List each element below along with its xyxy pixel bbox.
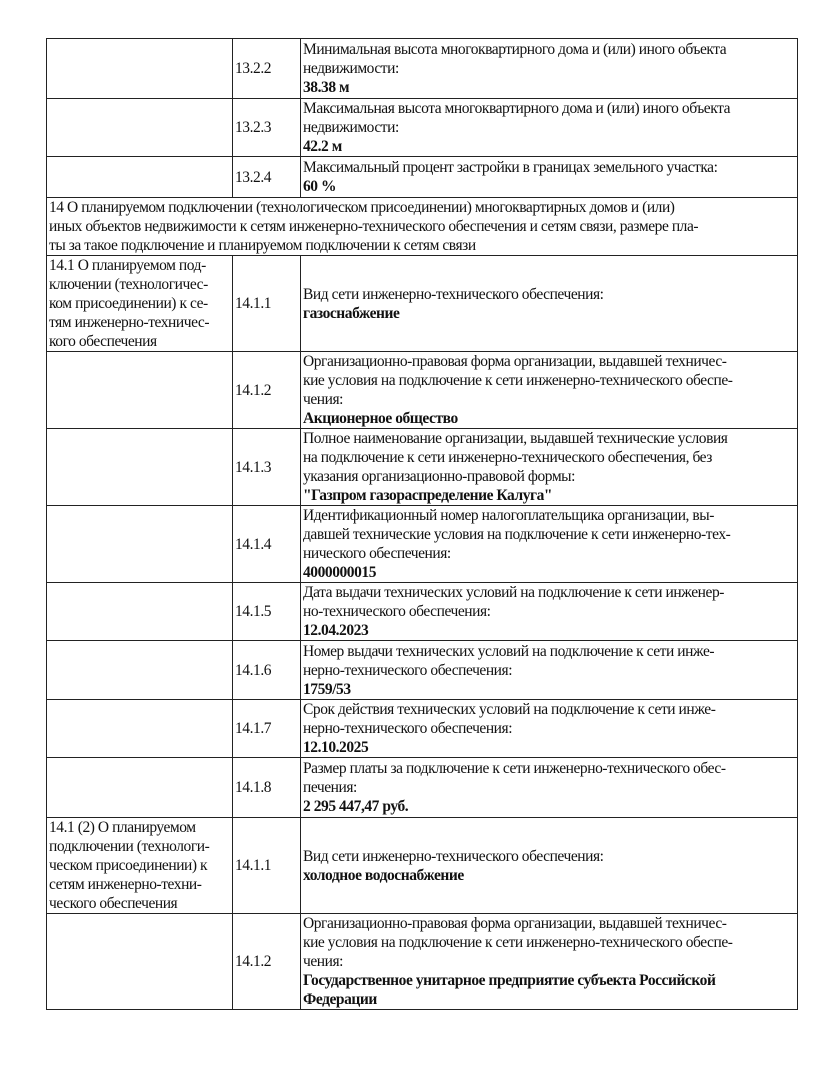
document-table — [46, 38, 798, 1010]
table-row — [47, 352, 798, 429]
item-label: Вид сети инженерно-технического обеспечения: — [303, 285, 604, 303]
item-content — [301, 99, 798, 157]
item-label: Максимальный процент застройки в границах земельного участка: — [303, 159, 718, 176]
section-cell — [47, 39, 233, 99]
item-number: 14.1.6 — [233, 641, 301, 700]
item-value: 2 295 447,47 руб. — [303, 798, 409, 815]
item-content — [301, 429, 798, 506]
item-content — [301, 157, 798, 198]
item-value: 42.2 м — [303, 138, 342, 155]
item-number: 14.1.5 — [233, 583, 301, 641]
item-label: Организационно-правовая форма организации, выдавшей техничес- кие условия на подключение к сети инженерно-технического обеспе- чения: — [303, 353, 733, 408]
table-row — [47, 429, 798, 506]
item-number: 13.2.3 — [233, 99, 301, 157]
table-row — [47, 583, 798, 641]
table-row — [47, 914, 798, 1010]
table-row — [47, 641, 798, 700]
item-content — [301, 583, 798, 641]
table-row — [47, 256, 798, 352]
section-cell — [47, 429, 233, 506]
section-cell — [47, 700, 233, 758]
item-label: Минимальная высота многоквартирного дома и (или) иного объекта недвижимости: — [303, 41, 727, 77]
table-row — [47, 818, 798, 914]
item-content — [301, 256, 798, 352]
item-content — [301, 914, 798, 1010]
item-value: 60 % — [303, 178, 337, 195]
item-content — [301, 818, 798, 914]
item-label: Срок действия технических условий на подключение к сети инже- нерно-технического обеспечения: — [303, 701, 716, 737]
item-label: Размер платы за подключение к сети инженерно-технического обес- печения: — [303, 760, 726, 796]
item-number: 14.1.4 — [233, 506, 301, 583]
item-number: 14.1.1 — [233, 256, 301, 352]
item-content — [301, 352, 798, 429]
item-number: 13.2.4 — [233, 157, 301, 198]
item-number: 14.1.2 — [233, 352, 301, 429]
item-number: 14.1.8 — [233, 758, 301, 818]
table-row — [47, 99, 798, 157]
item-value: 12.10.2025 — [303, 739, 369, 756]
item-value: "Газпром газораспределение Калуга" — [303, 487, 553, 504]
item-number: 14.1.7 — [233, 700, 301, 758]
item-label: Полное наименование организации, выдавшей технические условия на подключение к сети инженерно-технического обеспечения, без указания организационно-правовой формы: — [303, 430, 728, 485]
item-content — [301, 506, 798, 583]
item-label: Организационно-правовая форма организации, выдавшей техничес- кие условия на подключение к сети инженерно-технического обеспе- чения: — [303, 915, 733, 970]
section-cell: 14.1 (2) О планируемом подключении (технологи- ческом присоединении) к сетям инженерно-техни- ческого обеспечения — [47, 818, 233, 914]
section-cell — [47, 914, 233, 1010]
item-content — [301, 39, 798, 99]
section-cell — [47, 641, 233, 700]
item-value: 1759/53 — [303, 680, 351, 698]
item-value: Государственное унитарное предприятие субъекта Российской Федерации — [303, 972, 716, 1008]
table-row — [47, 700, 798, 758]
item-content — [301, 758, 798, 818]
section-cell — [47, 583, 233, 641]
section-14-title: 14 О планируемом подключении (технологическом присоединении) многоквартирных домов и (или) иных объектов недвижимости к сетям инженерно-технического обеспечения и сетям связи, размере пла- ты за такое подключение и планируемом подключении к сетям связи — [47, 198, 798, 256]
item-number: 14.1.3 — [233, 429, 301, 506]
section-cell — [47, 506, 233, 583]
table-row — [47, 758, 798, 818]
item-value: Акционерное общество — [303, 410, 458, 427]
section-header-row — [47, 198, 798, 256]
item-label: Идентификационный номер налогоплательщика организации, вы- давшей технические условия на подключение к сети инженерно-тех- нического обеспечения: — [303, 507, 731, 562]
item-number: 14.1.2 — [233, 914, 301, 1010]
item-value: 38.38 м — [303, 79, 350, 96]
section-cell — [47, 352, 233, 429]
item-number: 14.1.1 — [233, 818, 301, 914]
item-label: Вид сети инженерно-технического обеспечения: — [303, 847, 604, 865]
item-value: холодное водоснабжение — [303, 866, 464, 884]
table-row — [47, 39, 798, 99]
item-number: 13.2.2 — [233, 39, 301, 99]
item-label: Номер выдачи технических условий на подключение к сети инже- нерно-технического обеспечения: — [303, 642, 715, 679]
table-row — [47, 506, 798, 583]
item-label: Дата выдачи технических условий на подключение к сети инженер- но-технического обеспечения: — [303, 584, 724, 620]
section-cell — [47, 157, 233, 198]
section-cell — [47, 99, 233, 157]
section-cell — [47, 758, 233, 818]
item-content — [301, 641, 798, 700]
item-value: 12.04.2023 — [303, 622, 369, 639]
item-content — [301, 700, 798, 758]
item-value: 4000000015 — [303, 564, 377, 581]
table-row — [47, 157, 798, 198]
item-value: газоснабжение — [303, 304, 400, 322]
item-label: Максимальная высота многоквартирного дома и (или) иного объекта недвижимости: — [303, 100, 731, 136]
section-cell: 14.1 О планируемом под- ключении (технологичес- ком присоединении) к се- тям инженерно-техничес- кого обеспечения — [47, 256, 233, 352]
